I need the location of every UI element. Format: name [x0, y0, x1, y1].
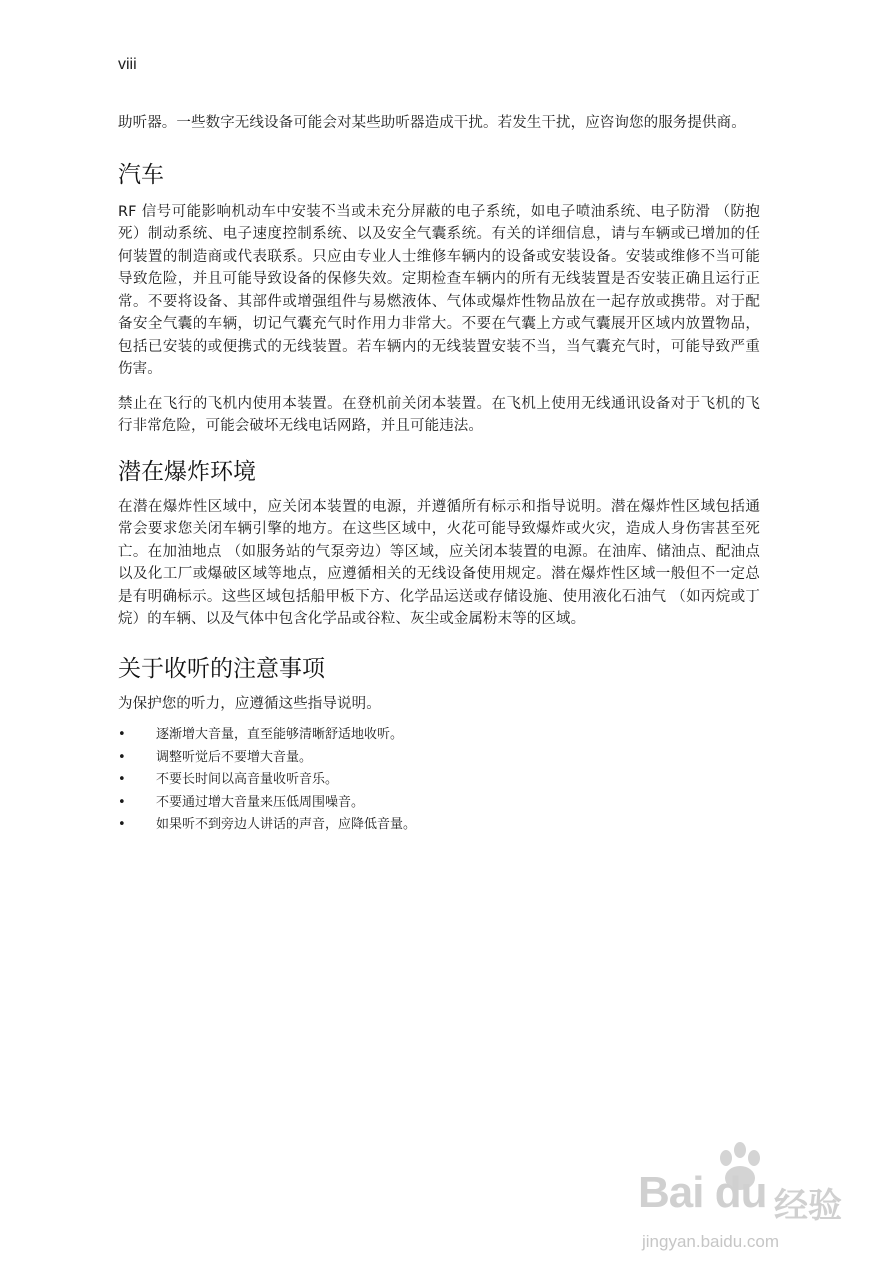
intro-paragraph: 助听器。一些数字无线设备可能会对某些助听器造成干扰。若发生干扰，应咨询您的服务提供商。 [118, 115, 746, 131]
bullet-icon: • [118, 794, 126, 810]
hearing-section [118, 653, 760, 834]
car-heading: 汽车 [118, 161, 164, 188]
hearing-heading: 关于收听的注意事项 [118, 655, 325, 682]
bullet-icon: • [118, 727, 126, 742]
bullet-icon: • [118, 817, 126, 832]
intro-section [118, 112, 760, 135]
hearing-intro: 为保护您的听力，应遵循这些指导说明。 [118, 695, 381, 712]
bullet-icon: • [118, 772, 126, 787]
car-paragraph-2: 禁止在飞行的飞机内使用本装置。在登机前关闭本装置。在飞机上使用无线通讯设备对于飞机的飞行非常危险，可能会破坏无线电话网路，并且可能违法。 [118, 395, 760, 434]
document-body [118, 112, 760, 840]
watermark-url: jingyan.baidu.com [642, 1232, 780, 1251]
list-item [118, 772, 760, 788]
baidu-jingyan-watermark [632, 1140, 872, 1270]
list-item [118, 750, 760, 766]
explosive-paragraph: 在潜在爆炸性区域中，应关闭本装置的电源，并遵循所有标示和指导说明。潜在爆炸性区域包括通常会要求您关闭车辆引擎的地方。在这些区域中，火花可能导致爆炸或火灾，造成人身伤害甚至死亡。在加油地点 （如服务站的气泵旁边）等区域，应关闭本装置的电源。在油库、储油点、配油点以及化工厂或爆破区域等地点，应遵循相关的无线设备使用规定。潜在爆炸性区域一般但不一定总是有明确标示。这些区域包括船甲板下方、化学品运送或存储设施、使用液化石油气 （如丙烷或丁烷）的车辆、以及气体中包含化学品或谷粒、灰尘或金属粉末等的区域。 [118, 498, 760, 627]
list-item-text: 不要通过增大音量来压低周围噪音。 [156, 794, 365, 810]
explosive-heading: 潜在爆炸环境 [118, 458, 256, 485]
list-item [118, 727, 760, 743]
list-item-text: 调整听觉后不要增大音量。 [156, 749, 313, 765]
list-item [118, 817, 760, 833]
watermark-logo-text: Bai du [638, 1168, 767, 1217]
list-item-text: 如果听不到旁边人讲话的声音，应降低音量。 [156, 817, 417, 832]
list-item-text: 逐渐增大音量，直至能够清晰舒适地收听。 [156, 727, 404, 742]
list-item [118, 795, 760, 811]
watermark-brand-text: 经验 [774, 1187, 842, 1225]
list-item-text: 不要长时间以高音量收听音乐。 [156, 772, 339, 787]
bullet-icon: • [118, 749, 126, 765]
car-paragraph-1: RF 信号可能影响机动车中安装不当或未充分屏蔽的电子系统，如电子喷油系统、电子防滑 （防抱死）制动系统、电子速度控制系统、以及安全气囊系统。有关的详细信息，请与车辆或已增加的任何装置的制造商或代表联系。只应由专业人士维修车辆内的设备或安装设备。安装或维修不当可能导致危险，并且可能导致设备的保修失效。定期检查车辆内的所有无线装置是否安装正确且运行正常。不要将设备、其部件或增强组件与易燃液体、气体或爆炸性物品放在一起存放或携带。对于配备安全气囊的车辆，切记气囊充气时作用力非常大。不要在气囊上方或气囊展开区域内放置物品，包括已安装的或便携式的无线装置。若车辆内的无线装置安装不当，当气囊充气时，可能导致严重伤害。 [118, 203, 760, 377]
car-section [118, 159, 760, 438]
hearing-bullet-list [118, 727, 760, 833]
page-number: viii [118, 56, 137, 73]
explosive-section [118, 456, 760, 631]
